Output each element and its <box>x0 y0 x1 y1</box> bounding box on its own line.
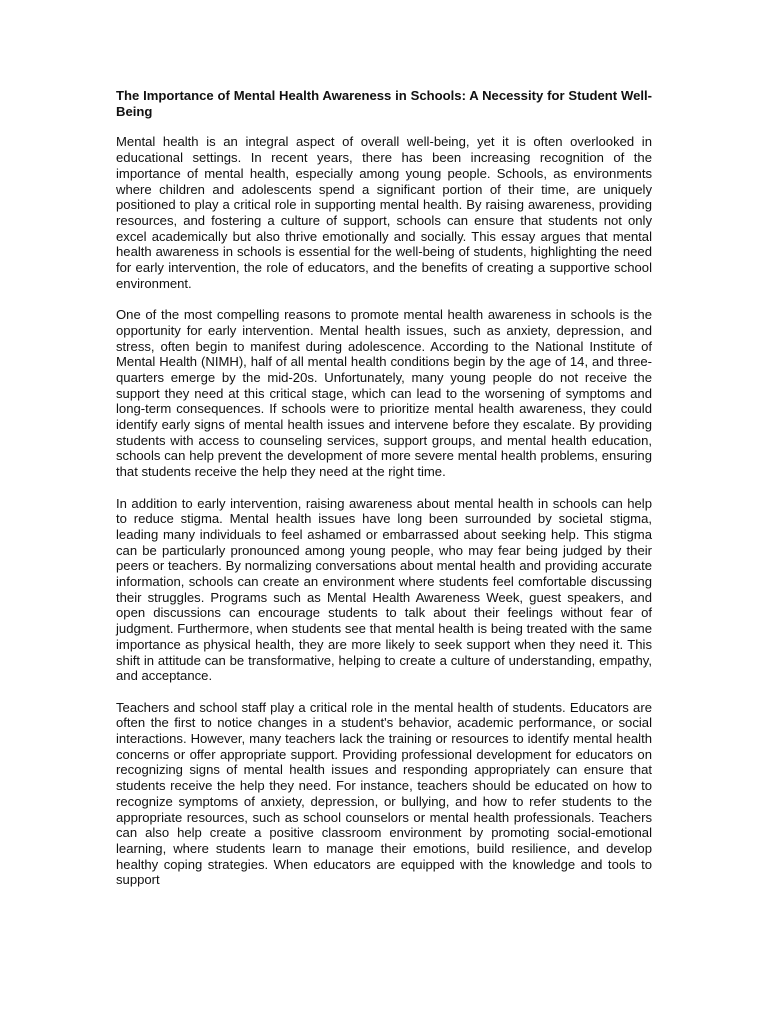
paragraph-2: One of the most compelling reasons to promote mental health awareness in schools is the opportunity for early intervention. Mental health issues, such as anxiety, depression, and stress, often begin to manifest during adolescence. According to the National Institute of Mental Health (NIMH), half of all mental health conditions begin by the age of 14, and three-quarters emerge by the mid-20s. Unfortunately, many young people do not receive the support they need at this critical stage, which can lead to the worsening of symptoms and long-term consequences. If schools were to prioritize mental health awareness, they could identify early signs of mental health issues and intervene before they escalate. By providing students with access to counseling services, support groups, and mental health education, schools can help prevent the development of more severe mental health problems, ensuring that students receive the help they need at the right time. <box>116 307 652 480</box>
paragraph-4: Teachers and school staff play a critical role in the mental health of students. Educators are often the first to notice changes in a student's behavior, academic performance, or social interactions. However, many teachers lack the training or resources to identify mental health concerns or offer appropriate support. Providing professional development for educators on recognizing signs of mental health issues and responding appropriately can ensure that students receive the help they need. For instance, teachers should be educated on how to recognize symptoms of anxiety, depression, or bullying, and how to refer students to the appropriate resources, such as school counselors or mental health professionals. Teachers can also help create a positive classroom environment by promoting social-emotional learning, where students learn to manage their emotions, build resilience, and develop healthy coping strategies. When educators are equipped with the knowledge and tools to support <box>116 699 652 888</box>
paragraph-3: In addition to early intervention, raising awareness about mental health in schools can help to reduce stigma. Mental health issues have long been surrounded by societal stigma, leading many individuals to feel ashamed or embarrassed about seeking help. This stigma can be particularly pronounced among young people, who may fear being judged by their peers or teachers. By normalizing conversations about mental health and providing accurate information, schools can create an environment where students feel comfortable discussing their struggles. Programs such as Mental Health Awareness Week, guest speakers, and open discussions can encourage students to talk about their feelings without fear of judgment. Furthermore, when students see that mental health is being treated with the same importance as physical health, they are more likely to seek support when they need it. This shift in attitude can be transformative, helping to create a culture of understanding, empathy, and acceptance. <box>116 495 652 684</box>
paragraph-1: Mental health is an integral aspect of overall well-being, yet it is often overlooked in educational settings. In recent years, there has been increasing recognition of the importance of mental health, especially among young people. Schools, as environments where children and adolescents spend a significant portion of their time, are uniquely positioned to play a critical role in supporting mental health. By raising awareness, providing resources, and fostering a culture of support, schools can ensure that students not only excel academically but also thrive emotionally and socially. This essay argues that mental health awareness in schools is essential for the well-being of students, highlighting the need for early intervention, the role of educators, and the benefits of creating a supportive school environment. <box>116 134 652 291</box>
document-body <box>116 88 652 904</box>
document-title: The Importance of Mental Health Awareness in Schools: A Necessity for Student Well-Being <box>116 88 652 119</box>
